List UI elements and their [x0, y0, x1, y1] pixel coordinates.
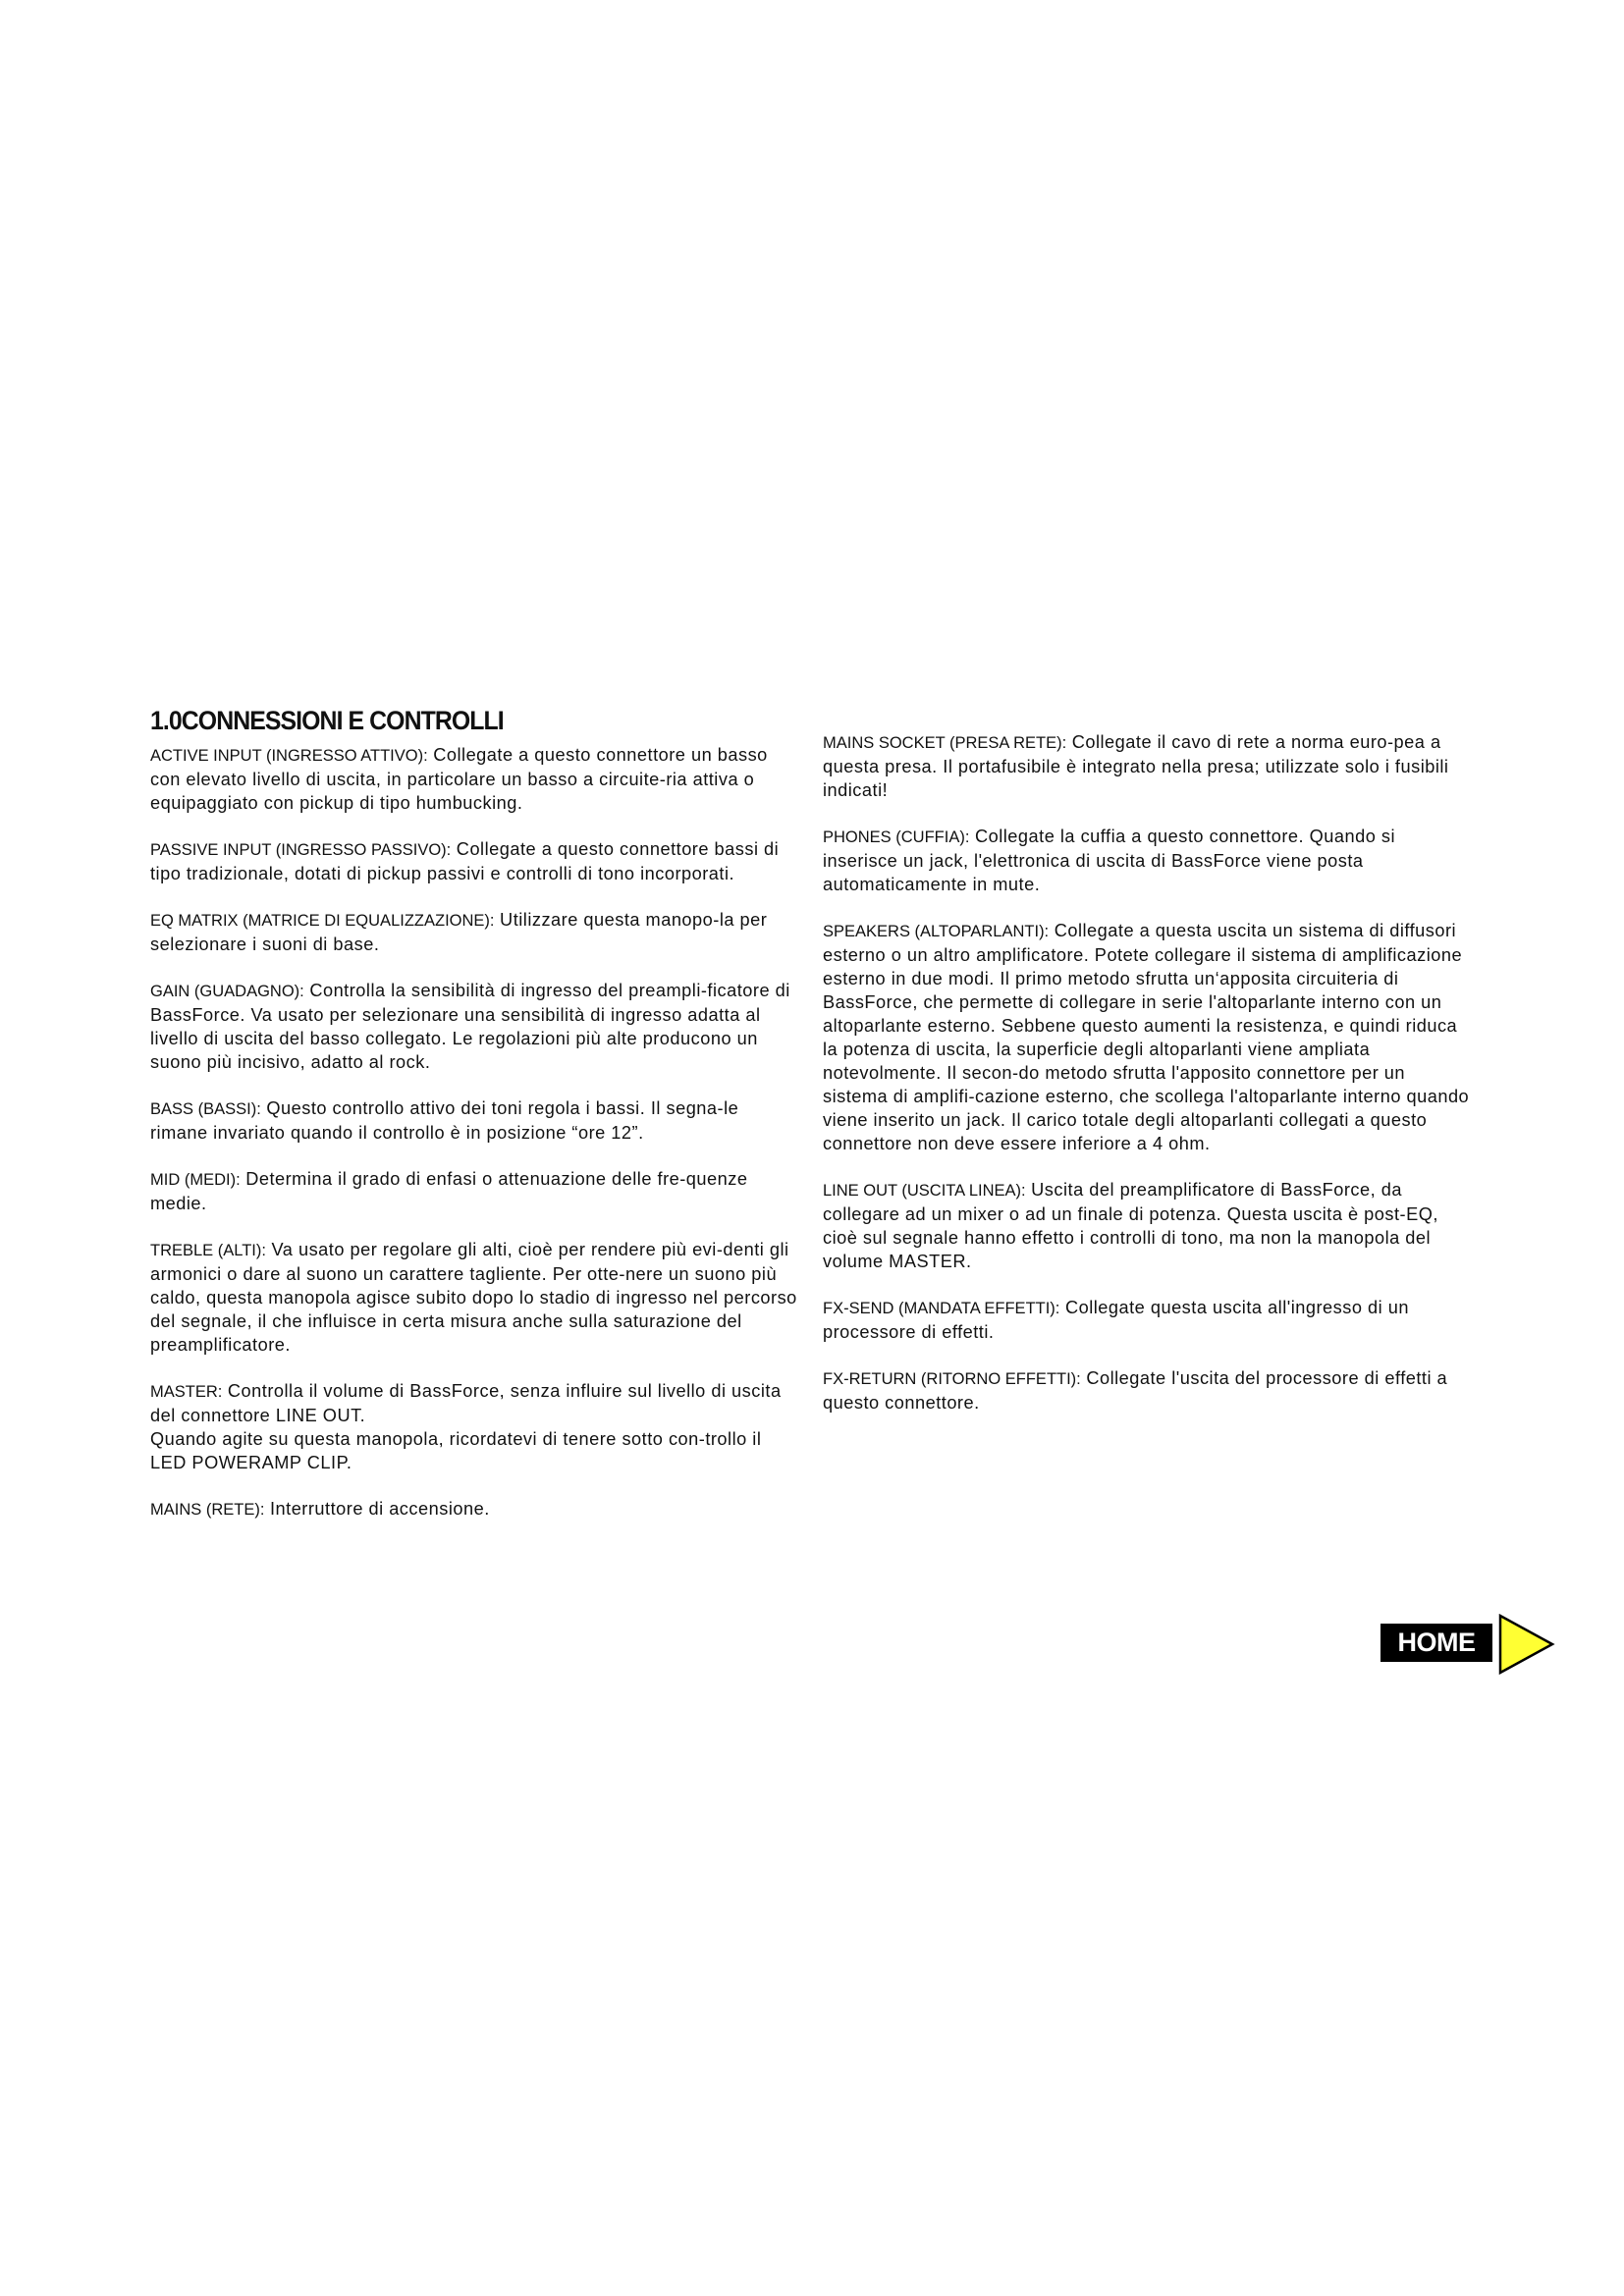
entry-fx-return: [823, 1366, 1471, 1415]
entry-text: Collegate a questa uscita un sistema di diffusori esterno o un altro amplificatore. Potete collegare il sistema di amplificazione esterno in due modi. Il primo metodo sfrutta un‘apposita circuiteria di BassForce, che permette di collegare in serie l'altoparlante interno con un altoparlante esterno. Sebbene questo aumenti la resistenza, e quindi riduca la potenza di uscita, la superficie degli altoparlanti viene ampliata notevolmente. Il secon-do metodo sfrutta l'apposito connettore per un sistema di amplifi-cazione esterno, che scollega l'altoparlante interno quando viene inserito un jack. Il carico totale degli altoparlanti collegati a questo connettore non deve essere inferiore a 4 ohm.: [823, 921, 1470, 1153]
left-column: [150, 743, 798, 1544]
entry-term: MID (MEDI):: [150, 1171, 241, 1189]
entry-text: Collegate a questo connettore bassi di tipo tradizionale, dotati di pickup passivi e controlli di tono incorporati.: [150, 839, 780, 883]
entry-fx-send: [823, 1296, 1471, 1344]
entry-term: GAIN (GUADAGNO):: [150, 983, 304, 1000]
entry-term: MASTER:: [150, 1383, 223, 1401]
entry-text: Collegate il cavo di rete a norma euro-pea a questa presa. Il portafusibile è integrato nella presa; utilizzate solo i fusibili indicati!: [823, 732, 1449, 800]
entry-text: Collegate questa uscita all'ingresso di un processore di effetti.: [823, 1298, 1409, 1342]
entry-term: ACTIVE INPUT (INGRESSO ATTIVO):: [150, 747, 428, 765]
entry-bass: [150, 1096, 798, 1145]
entry-text: Controlla il volume di BassForce, senza influire sul livello di uscita del connettore LINE OUT.: [150, 1381, 782, 1425]
entry-gain: [150, 979, 798, 1074]
entry-term: LINE OUT (USCITA LINEA):: [823, 1182, 1026, 1200]
entry-term: PASSIVE INPUT (INGRESSO PASSIVO):: [150, 841, 452, 859]
entry-text: Collegate l'uscita del processore di effetti a questo connettore.: [823, 1368, 1448, 1413]
entry-text: Utilizzare questa manopo-la per selezionare i suoni di base.: [150, 910, 768, 954]
entry-mains: [150, 1497, 798, 1522]
entry-term: TREBLE (ALTI):: [150, 1242, 266, 1259]
entry-text-line2: Quando agite su questa manopola, ricordatevi di tenere sotto con-trollo il LED POWERAMP CLIP.: [150, 1429, 762, 1472]
entry-text: Uscita del preamplificatore di BassForce, da collegare ad un mixer o ad un finale di potenza. Questa uscita è post-EQ, cioè sul segnale hanno effetto i controlli di tono, ma non la manopola del volume MASTER.: [823, 1180, 1438, 1271]
entry-phones: [823, 825, 1471, 896]
home-label[interactable]: HOME: [1380, 1624, 1492, 1662]
entry-term: PHONES (CUFFIA):: [823, 828, 970, 846]
entry-text: Collegate a questo connettore un basso con elevato livello di uscita, in particolare un basso a circuite-ria attiva o equipaggiato con pickup di tipo humbucking.: [150, 745, 768, 813]
entry-text: Controlla la sensibilità di ingresso del preampli-ficatore di BassForce. Va usato per selezionare una sensibilità di ingresso adatta al livello di uscita del basso collegato. Le regolazioni più alte producono un suono più incisivo, adatto al rock.: [150, 981, 790, 1072]
entry-mid: [150, 1167, 798, 1215]
entry-master: [150, 1379, 798, 1474]
entry-text: Va usato per regolare gli alti, cioè per rendere più evi-denti gli armonici o dare al suono un carattere tagliente. Per otte-nere un suono più caldo, questa manopola agisce subito dopo lo stadio di ingresso nel percorso del segnale, il che influisce in certa misura anche sulla saturazione del preamplificatore.: [150, 1240, 797, 1355]
entry-text: Determina il grado di enfasi o attenuazione delle fre-quenze medie.: [150, 1169, 748, 1213]
entry-term: SPEAKERS (ALTOPARLANTI):: [823, 923, 1050, 940]
entry-term: EQ MATRIX (MATRICE DI EQUALIZZAZIONE):: [150, 912, 495, 930]
entry-mains-socket: [823, 730, 1471, 802]
entry-text: Questo controllo attivo dei toni regola i bassi. Il segna-le rimane invariato quando il controllo è in posizione “ore 12”.: [150, 1098, 739, 1143]
entry-speakers: [823, 919, 1471, 1155]
entry-term: MAINS SOCKET (PRESA RETE):: [823, 734, 1067, 752]
entry-text: Interruttore di accensione.: [264, 1499, 490, 1519]
right-column: [823, 730, 1471, 1437]
home-button[interactable]: [1380, 1614, 1555, 1675]
entry-term: BASS (BASSI):: [150, 1100, 261, 1118]
entry-active-input: [150, 743, 798, 815]
play-arrow-icon[interactable]: [1498, 1614, 1555, 1675]
entry-eq-matrix: [150, 908, 798, 956]
entry-text: Collegate la cuffia a questo connettore. Quando si inserisce un jack, l'elettronica di uscita di BassForce viene posta automaticamente in mute.: [823, 827, 1396, 894]
entry-treble: [150, 1238, 798, 1357]
entry-term: MAINS (RETE):: [150, 1501, 265, 1519]
entry-term: FX-RETURN (RITORNO EFFETTI):: [823, 1370, 1081, 1388]
entry-passive-input: [150, 837, 798, 885]
page-title: 1.0CONNESSIONI E CONTROLLI: [150, 706, 504, 735]
entry-line-out: [823, 1178, 1471, 1273]
entry-term: FX-SEND (MANDATA EFFETTI):: [823, 1300, 1060, 1317]
